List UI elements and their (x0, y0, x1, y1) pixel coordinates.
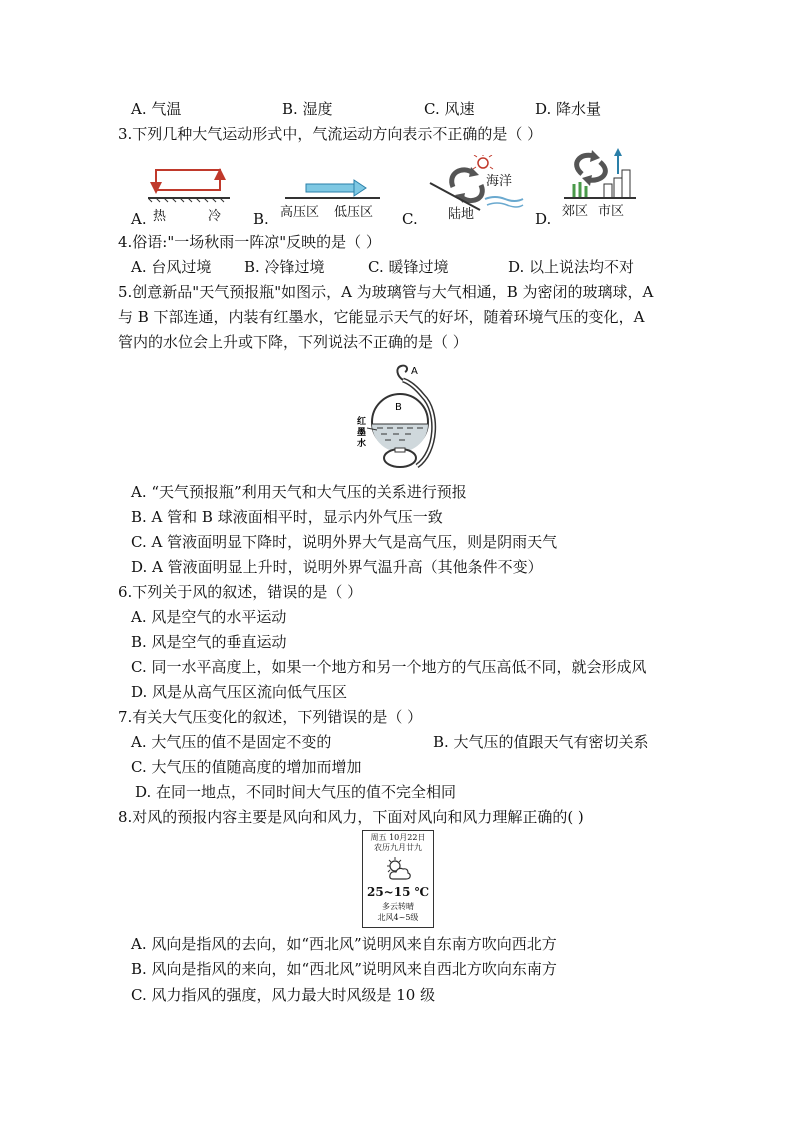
q5-option-b: B. A 管和 B 球液面相平时，显示内外气压一致 (131, 508, 443, 526)
q5-stem-line-2: 与 B 下部连通，内装有红墨水，它能显示天气的好坏，随着环境气压的变化，A (118, 308, 645, 326)
q3-figure-d-left-label: 郊区 (562, 204, 589, 219)
q7-stem: 7.有关大气压变化的叙述，下列错误的是（ ） (118, 708, 423, 726)
q7-option-c: C. 大气压的值随高度的增加而增加 (131, 758, 362, 776)
q8-card-temperature: 25~15 ℃ (366, 885, 429, 899)
q5-option-c: C. A 管液面明显下降时，说明外界大气是高气压，则是阴雨天气 (131, 533, 558, 551)
q4-option-c: C. 暖锋过境 (368, 258, 449, 276)
q8-card-lunar-date: 农历九月廿九 (374, 843, 422, 852)
q3-figure-c-sea-label: 海洋 (486, 174, 513, 189)
q5-option-d: D. A 管液面明显上升时，说明外界气温升高（其他条件不变） (131, 558, 543, 576)
q8-card-date: 周五 10月22日 (370, 833, 426, 842)
q3-figure-b (280, 178, 385, 202)
q2-option-c: C. 风速 (424, 100, 475, 118)
q3-figure-a-right-label: 冷 (208, 209, 222, 224)
q7-option-a: A. 大气压的值不是固定不变的 (131, 733, 332, 751)
q3-figure-d-right-label: 市区 (598, 204, 625, 219)
q3-figure-d (560, 148, 640, 204)
q8-card-wind: 北风4~5级 (377, 913, 419, 922)
q5-liquid-label-1: 红 (357, 417, 367, 427)
q3-option-a: A. (131, 210, 147, 228)
q3-figure-b-left-label: 高压区 (280, 205, 320, 220)
q5-tube-label: A (411, 366, 418, 377)
q3-option-d: D. (535, 210, 552, 228)
q4-stem: 4.俗语:"一场秋雨一阵凉"反映的是（ ） (118, 233, 381, 251)
partly-cloudy-icon (383, 855, 413, 883)
q3-stem: 3.下列几种大气运动形式中，气流运动方向表示不正确的是（ ） (118, 125, 543, 143)
q5-bulb-label: B (395, 402, 402, 413)
q6-option-d: D. 风是从高气压区流向低气压区 (131, 683, 348, 701)
q3-option-b: B. (253, 210, 269, 228)
q2-option-d: D. 降水量 (535, 100, 602, 118)
q8-stem: 8.对风的预报内容主要是风向和风力，下面对风向和风力理解正确的( ) (118, 808, 584, 826)
q2-option-b: B. 湿度 (282, 100, 333, 118)
q7-option-d: D. 在同一地点，不同时间大气压的值不完全相同 (135, 783, 457, 801)
q4-option-b: B. 冷锋过境 (244, 258, 325, 276)
q5-stem-line-1: 5.创意新品"天气预报瓶"如图示，A 为玻璃管与大气相通，B 为密闭的玻璃球，A (118, 283, 654, 301)
q3-figure-c-land-label: 陆地 (448, 207, 475, 222)
q5-option-a: A. “天气预报瓶”利用天气和大气压的关系进行预报 (131, 483, 467, 501)
q8-option-c: C. 风力指风的强度，风力最大时风级是 10 级 (131, 986, 436, 1004)
q5-liquid-label-3: 水 (357, 439, 367, 449)
q3-figure-b-right-label: 低压区 (334, 205, 374, 220)
q8-option-b: B. 风向是指风的来向，如“西北风”说明风来自西北方吹向东南方 (131, 960, 557, 978)
q6-stem: 6.下列关于风的叙述，错误的是（ ） (118, 583, 363, 601)
q6-option-a: A. 风是空气的水平运动 (131, 608, 287, 626)
q5-stem-line-3: 管内的水位会上升或下降，下列说法不正确的是（ ） (118, 333, 468, 351)
q6-option-b: B. 风是空气的垂直运动 (131, 633, 287, 651)
q6-option-c: C. 同一水平高度上，如果一个地方和另一个地方的气压高低不同，就会形成风 (131, 658, 647, 676)
q2-option-a: A. 气温 (131, 100, 182, 118)
q3-figure-a-left-label: 热 (153, 209, 167, 224)
q7-option-b: B. 大气压的值跟天气有密切关系 (433, 733, 649, 751)
q8-option-a: A. 风向是指风的去向，如“西北风”说明风来自东南方吹向西北方 (131, 935, 557, 953)
q8-forecast-card (362, 830, 434, 928)
q4-option-a: A. 台风过境 (131, 258, 212, 276)
q5-weather-bottle-figure (355, 362, 445, 472)
q5-liquid-label-2: 墨 (357, 428, 367, 438)
q3-option-c: C. (402, 210, 418, 228)
q4-option-d: D. 以上说法均不对 (508, 258, 635, 276)
q8-card-weather: 多云转晴 (382, 902, 414, 911)
